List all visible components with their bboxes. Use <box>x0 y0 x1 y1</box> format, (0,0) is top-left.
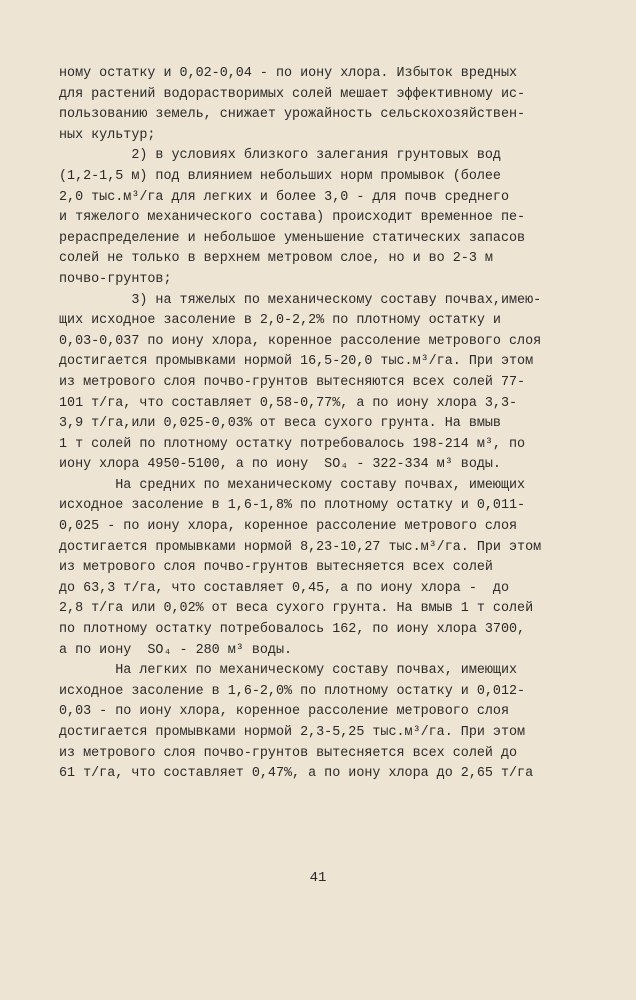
text-line: и тяжелого механического состава) происходит временное пе- <box>59 210 526 226</box>
text-line: из метрового слоя почво-грунтов вытесняется всех солей до <box>59 745 518 761</box>
text-line: а по иону SO₄ - 280 м³ воды. <box>59 642 293 658</box>
text-line: 2) в условиях близкого залегания грунтовых вод <box>59 148 501 164</box>
text-line: 2,8 т/га или 0,02% от веса сухого грунта. На вмыв 1 т солей <box>59 601 534 617</box>
text-line: щих исходное засоление в 2,0-2,2% по плотному остатку и <box>59 313 501 329</box>
text-line: (1,2-1,5 м) под влиянием небольших норм промывок (более <box>59 168 501 184</box>
text-line: ному остатку и 0,02-0,04 - по иону хлора. Избыток вредных <box>59 66 518 81</box>
text-line: достигается промывками нормой 2,3-5,25 тыс.м³/га. При этом <box>59 725 526 740</box>
text-line: иону хлора 4950-5100, а по иону SO₄ - 322-334 м³ воды. <box>59 457 501 473</box>
text-line: до 63,3 т/га, что составляет 0,45, а по иону хлора - до <box>59 580 509 596</box>
text-line: На средних по механическому составу почвах, имеющих <box>59 477 526 493</box>
text-line: из метрового слоя почво-грунтов вытесняются всех солей 77- <box>59 374 526 390</box>
text-line: 0,03 - по иону хлора, коренное рассоление метрового слоя <box>59 704 509 720</box>
text-line: 2,0 тыс.м³/га для легких и более 3,0 - для почв среднего <box>59 189 509 205</box>
text-line: по плотному остатку потребовалось 162, по иону хлора 3700, <box>59 622 526 638</box>
text-line: 0,025 - по иону хлора, коренное рассоление метрового слоя <box>59 519 518 535</box>
text-line: для растений водорастворимых солей мешает эффективному ис- <box>59 86 526 102</box>
body-text <box>59 64 579 785</box>
text-line: солей не только в верхнем метровом слое, но и во 2-3 м <box>59 251 493 267</box>
text-line: 3) на тяжелых по механическому составу почвах,имею- <box>59 292 542 308</box>
text-line: 3,9 т/га,или 0,025-0,03% от веса сухого грунта. На вмыв <box>59 416 501 432</box>
text-line: 0,03-0,037 по иону хлора, коренное рассоление метрового слоя <box>59 333 542 349</box>
text-line: достигается промывками нормой 16,5-20,0 тыс.м³/га. При этом <box>59 354 534 370</box>
text-line: 61 т/га, что составляет 0,47%, а по иону хлора до 2,65 т/га <box>59 766 534 782</box>
text-line: рераспределение и небольшое уменьшение статических запасов <box>59 230 526 246</box>
text-line: исходное засоление в 1,6-2,0% по плотному остатку и 0,012- <box>59 683 526 699</box>
text-line: пользованию земель, снижает урожайность сельскохозяйствен- <box>59 107 526 123</box>
text-line: На легких по механическому составу почвах, имеющих <box>59 663 518 679</box>
page-number: 41 <box>309 870 327 886</box>
text-line: 101 т/га, что составляет 0,58-0,77%, а по иону хлора 3,3- <box>59 395 518 411</box>
text-line: исходное засоление в 1,6-1,8% по плотному остатку и 0,011- <box>59 498 526 514</box>
text-line: из метрового слоя почво-грунтов вытесняется всех солей <box>59 560 493 576</box>
text-line: ных культур; <box>59 127 156 143</box>
text-line: 1 т солей по плотному остатку потребовалось 198-214 м³, по <box>59 436 526 452</box>
text-line: почво-грунтов; <box>59 271 172 287</box>
text-line: достигается промывками нормой 8,23-10,27 тыс.м³/га. При этом <box>59 539 542 555</box>
